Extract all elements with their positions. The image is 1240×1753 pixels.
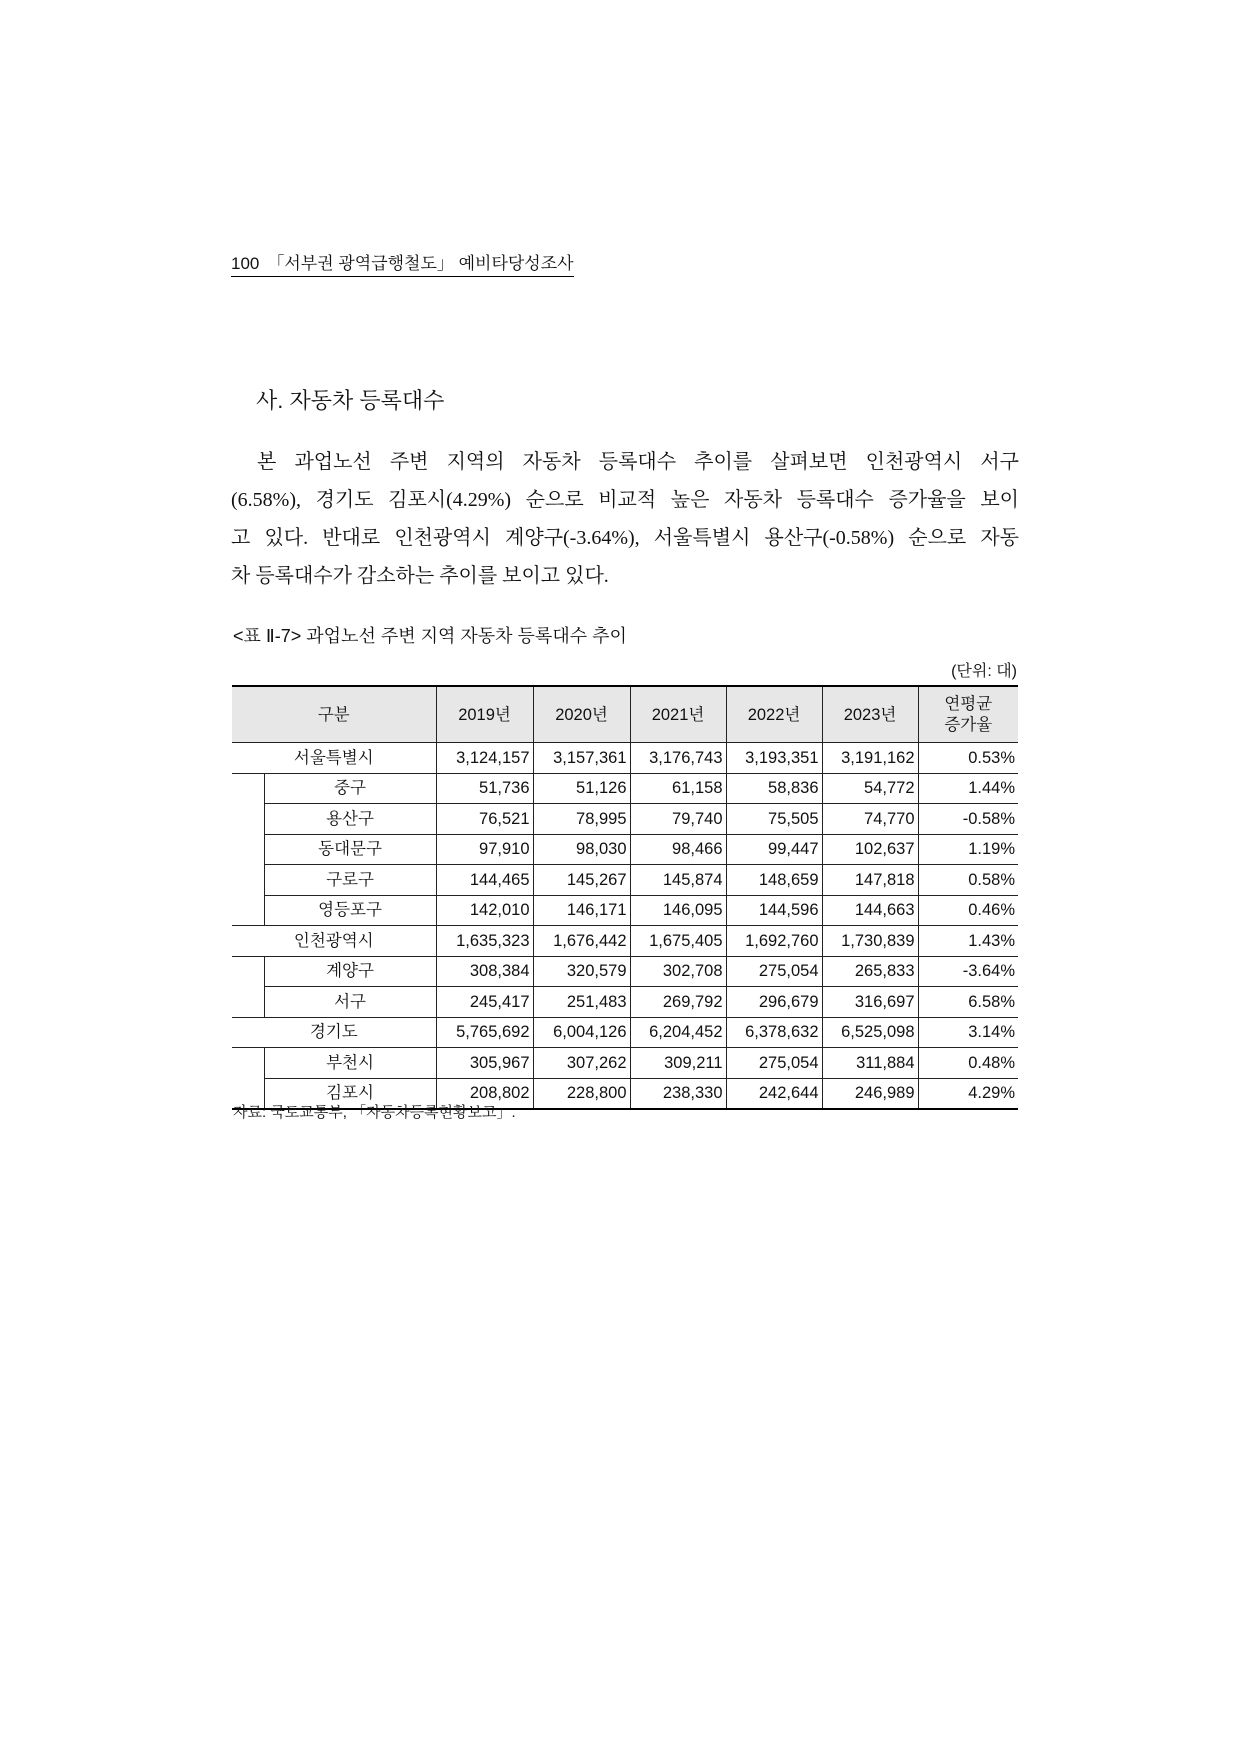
district-row <box>232 834 1018 865</box>
annual-growth-rate: 3.14% <box>918 1017 1018 1048</box>
district-name: 영등포구 <box>264 895 436 926</box>
region-row <box>232 743 1018 774</box>
annual-growth-rate: -3.64% <box>918 956 1018 987</box>
district-row <box>232 987 1018 1018</box>
district-name: 중구 <box>264 773 436 804</box>
district-name: 용산구 <box>264 804 436 835</box>
district-name: 부천시 <box>264 1048 436 1079</box>
vehicle-registration-table <box>232 685 1018 1110</box>
paragraph-line: 고 있다. 반대로 인천광역시 계양구(-3.64%), 서울특별시 용산구(-0.58%) 순으로 자동 <box>231 527 1019 549</box>
table-caption: <표 Ⅱ-7> 과업노선 주변 지역 자동차 등록대수 추이 <box>233 626 627 646</box>
count-2023: 246,989 <box>822 1078 918 1109</box>
count-2020: 228,800 <box>533 1078 630 1109</box>
count-2020: 251,483 <box>533 987 630 1018</box>
paragraph-line: (6.58%), 경기도 김포시(4.29%) 순으로 비교적 높은 자동차 등록대수 증가율을 보이 <box>231 489 1019 511</box>
count-2021: 238,330 <box>630 1078 726 1109</box>
count-2021: 309,211 <box>630 1048 726 1079</box>
count-2019: 1,635,323 <box>436 926 533 957</box>
count-2019: 208,802 <box>436 1078 533 1109</box>
count-2021: 79,740 <box>630 804 726 835</box>
count-2022: 99,447 <box>726 834 822 865</box>
count-2020: 51,126 <box>533 773 630 804</box>
count-2022: 275,054 <box>726 956 822 987</box>
count-2022: 3,193,351 <box>726 743 822 774</box>
region-name: 인천광역시 <box>232 926 436 957</box>
count-2021: 146,095 <box>630 895 726 926</box>
running-header <box>231 253 574 277</box>
district-row <box>232 865 1018 896</box>
paragraph-line: 본 과업노선 주변 지역의 자동차 등록대수 추이를 살펴보면 인천광역시 서구 <box>257 451 1019 473</box>
count-2021: 3,176,743 <box>630 743 726 774</box>
annual-growth-rate: 1.43% <box>918 926 1018 957</box>
count-2019: 3,124,157 <box>436 743 533 774</box>
body-paragraph <box>231 443 1019 595</box>
annual-growth-rate: 0.46% <box>918 895 1018 926</box>
header-rate-line-2: 증가율 <box>944 715 993 734</box>
count-2019: 308,384 <box>436 956 533 987</box>
district-name: 계양구 <box>264 956 436 987</box>
count-2022: 58,836 <box>726 773 822 804</box>
header-year-2021: 2021년 <box>630 686 726 743</box>
district-name: 김포시 <box>264 1078 436 1109</box>
count-2023: 316,697 <box>822 987 918 1018</box>
count-2021: 1,675,405 <box>630 926 726 957</box>
source-note: 자료: 국토교통부, 「자동차등록현황보고」. <box>233 1104 516 1121</box>
count-2022: 148,659 <box>726 865 822 896</box>
annual-growth-rate: 0.53% <box>918 743 1018 774</box>
annual-growth-rate: 0.48% <box>918 1048 1018 1079</box>
header-year-2022: 2022년 <box>726 686 822 743</box>
count-2021: 302,708 <box>630 956 726 987</box>
count-2023: 147,818 <box>822 865 918 896</box>
annual-growth-rate: 1.44% <box>918 773 1018 804</box>
count-2022: 296,679 <box>726 987 822 1018</box>
indent-spacer <box>232 1048 264 1110</box>
count-2020: 146,171 <box>533 895 630 926</box>
count-2021: 145,874 <box>630 865 726 896</box>
indent-spacer <box>232 956 264 1017</box>
region-row <box>232 926 1018 957</box>
district-name: 구로구 <box>264 865 436 896</box>
district-row <box>232 773 1018 804</box>
count-2021: 269,792 <box>630 987 726 1018</box>
count-2022: 275,054 <box>726 1048 822 1079</box>
district-row <box>232 804 1018 835</box>
count-2019: 97,910 <box>436 834 533 865</box>
count-2020: 307,262 <box>533 1048 630 1079</box>
count-2022: 1,692,760 <box>726 926 822 957</box>
count-2023: 311,884 <box>822 1048 918 1079</box>
region-name: 서울특별시 <box>232 743 436 774</box>
table-header <box>232 686 1018 743</box>
count-2020: 3,157,361 <box>533 743 630 774</box>
count-2021: 61,158 <box>630 773 726 804</box>
count-2021: 98,466 <box>630 834 726 865</box>
district-name: 동대문구 <box>264 834 436 865</box>
header-category: 구분 <box>232 686 436 743</box>
count-2020: 98,030 <box>533 834 630 865</box>
count-2023: 144,663 <box>822 895 918 926</box>
annual-growth-rate: 1.19% <box>918 834 1018 865</box>
count-2022: 75,505 <box>726 804 822 835</box>
table-body <box>232 743 1018 1110</box>
count-2023: 1,730,839 <box>822 926 918 957</box>
count-2019: 245,417 <box>436 987 533 1018</box>
district-name: 서구 <box>264 987 436 1018</box>
count-2022: 144,596 <box>726 895 822 926</box>
region-name: 경기도 <box>232 1017 436 1048</box>
count-2020: 1,676,442 <box>533 926 630 957</box>
annual-growth-rate: 6.58% <box>918 987 1018 1018</box>
section-heading: 사. 자동차 등록대수 <box>256 388 445 413</box>
count-2020: 6,004,126 <box>533 1017 630 1048</box>
region-row <box>232 1017 1018 1048</box>
count-2019: 305,967 <box>436 1048 533 1079</box>
district-row <box>232 895 1018 926</box>
annual-growth-rate: 4.29% <box>918 1078 1018 1109</box>
count-2021: 6,204,452 <box>630 1017 726 1048</box>
count-2019: 144,465 <box>436 865 533 896</box>
header-year-2023: 2023년 <box>822 686 918 743</box>
header-year-2019: 2019년 <box>436 686 533 743</box>
district-row <box>232 956 1018 987</box>
count-2023: 74,770 <box>822 804 918 835</box>
header-row <box>232 686 1018 743</box>
report-title: 「서부권 광역급행철도」 예비타당성조사 <box>267 254 574 273</box>
page-number: 100 <box>231 254 260 273</box>
annual-growth-rate: -0.58% <box>918 804 1018 835</box>
count-2020: 78,995 <box>533 804 630 835</box>
count-2022: 6,378,632 <box>726 1017 822 1048</box>
count-2019: 76,521 <box>436 804 533 835</box>
count-2019: 5,765,692 <box>436 1017 533 1048</box>
district-row <box>232 1048 1018 1079</box>
paragraph-line: 차 등록대수가 감소하는 추이를 보이고 있다. <box>231 565 609 587</box>
count-2023: 54,772 <box>822 773 918 804</box>
count-2020: 320,579 <box>533 956 630 987</box>
count-2023: 102,637 <box>822 834 918 865</box>
header-rate-line-1: 연평균 <box>944 694 993 713</box>
indent-spacer <box>232 773 264 926</box>
count-2023: 3,191,162 <box>822 743 918 774</box>
count-2019: 142,010 <box>436 895 533 926</box>
count-2019: 51,736 <box>436 773 533 804</box>
count-2023: 265,833 <box>822 956 918 987</box>
annual-growth-rate: 0.58% <box>918 865 1018 896</box>
header-annual-growth-rate <box>918 686 1018 743</box>
header-year-2020: 2020년 <box>533 686 630 743</box>
count-2023: 6,525,098 <box>822 1017 918 1048</box>
count-2022: 242,644 <box>726 1078 822 1109</box>
table-unit-note: (단위: 대) <box>951 663 1017 680</box>
count-2020: 145,267 <box>533 865 630 896</box>
